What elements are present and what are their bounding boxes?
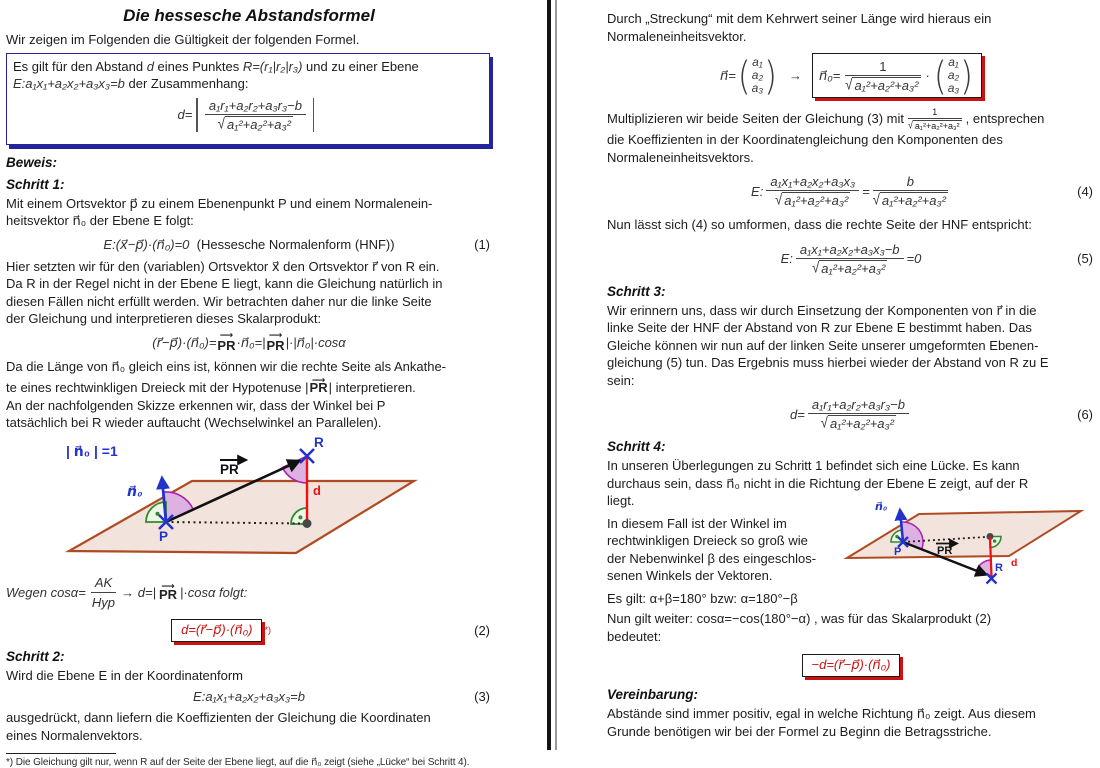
sqrt-sign: √ — [812, 258, 820, 276]
point-r-label: R — [995, 562, 1003, 574]
equals-sign: = — [862, 183, 870, 199]
plane-polygon — [847, 511, 1081, 558]
fraction-denominator — [205, 115, 306, 132]
paragraph-line: Normaleneinheitsvektors. — [607, 149, 754, 165]
boxed-formula-row — [818, 52, 975, 99]
fraction-numerator: a₁r₁+a₂r₂+a₃r₃−b — [205, 98, 306, 115]
radicand: a₁²+a₂²+a₃² — [854, 77, 919, 93]
fraction-denominator — [845, 76, 920, 93]
equation-lhs: E: — [751, 183, 764, 199]
paragraph-line: rechtwinkligen Dreieck so groß wie — [607, 533, 808, 548]
sqrt-sign: √ — [820, 413, 828, 432]
heading-schritt-1: Schritt 1: — [6, 176, 65, 192]
paragraph-line: Da die Länge von n⃗₀ gleich eins ist, können wir die rechte Seite als Ankathe- — [6, 358, 447, 374]
paragraph-line: In diesem Fall ist der Winkel im — [607, 515, 787, 531]
text-segment: te eines rechtwinkligen Dreieck mit der Hypotenuse | — [6, 380, 309, 395]
paragraph-line: Normaleneinheitsvektor. — [607, 28, 747, 44]
paragraph-line: An der nachfolgenden Skizze erkennen wir, dass der Winkel bei P — [6, 397, 386, 413]
heading-schritt-2: Schritt 2: — [6, 648, 65, 664]
vector-components — [751, 56, 764, 95]
fraction-numerator: b — [873, 174, 948, 191]
paragraph-line: Mit einem Ortsvektor p⃗ zu einem Ebenenpunkt P und einem Normalenein- — [6, 195, 433, 211]
text-segment: Multiplizieren wir beide Seiten der Gleichung (3) mit — [607, 111, 904, 127]
theorem-text: eines Punktes — [153, 58, 243, 74]
equation-3 — [6, 689, 492, 704]
vector-n: n⃗= — [719, 67, 736, 83]
equation-lhs: E: — [780, 251, 793, 266]
equation-6 — [607, 397, 1095, 431]
equation-lhs: d= — [790, 406, 805, 422]
equation-2 — [0, 619, 490, 642]
heading-beweis: Beweis: — [6, 154, 58, 170]
vector-n0-label: n⃗₀ — [127, 482, 143, 499]
vector-n0: n⃗₀= — [818, 67, 841, 83]
equation-number: (1) — [474, 237, 490, 252]
boxed-normal-unit-vector — [812, 53, 982, 98]
wegen-line — [6, 574, 492, 612]
heading-schritt-3: Schritt 3: — [607, 283, 666, 299]
paragraph-line: heitsvektor n⃗₀ der Ebene E folgt: — [6, 213, 194, 228]
boxed-result — [171, 619, 262, 642]
equation-rhs: =0 — [906, 251, 922, 266]
paragraph-line: senen Winkels der Vektoren. — [607, 568, 773, 583]
equation-number: (5) — [1077, 251, 1093, 266]
page-divider-line — [547, 0, 551, 750]
point-r-coords: R=(r₁|r₂|r₃) — [242, 58, 303, 74]
plane-polygon — [69, 481, 414, 553]
distance-label: d — [1011, 557, 1018, 569]
theorem-line-2 — [13, 75, 483, 93]
fraction-numerator: AK — [91, 574, 116, 594]
equation-1 — [6, 237, 492, 253]
fraction-numerator: 1 — [845, 59, 920, 76]
paragraph-line: Wir erinnern uns, dass wir durch Einsetzung der Komponenten von r⃗ in die — [607, 302, 1037, 318]
footnote-marker: *) — [264, 625, 271, 635]
text-segment: , entsprechen — [965, 111, 1045, 127]
paragraph-line: Grunde benötigen wir bei der Formel zu Beginn die Betragsstriche. — [607, 723, 992, 739]
column-vector — [737, 52, 777, 99]
paragraph-line: gleichung (5) tun. Das Ergebnis muss hierbei wieder der Abstand von R zu E — [607, 355, 1049, 370]
radicand: a₁²+a₂²+a₃² — [914, 121, 960, 131]
es-gilt-line: Es gilt: α+β=180° bzw: α=180°−β — [607, 590, 798, 606]
fraction-denominator — [808, 414, 909, 431]
vector-n0-label: n⃗₀ — [875, 501, 888, 513]
fraction-denominator — [796, 259, 904, 276]
fraction — [766, 174, 859, 208]
paragraph-line-with-fraction — [607, 107, 1095, 131]
paren-left: ( — [933, 52, 947, 99]
paragraph-line: durchaus sein, dass n⃗₀ nicht in die Richtung der Ebene E zeigt, auf der R — [607, 475, 1029, 491]
vector-pr-label: PR — [220, 461, 239, 477]
fraction — [873, 174, 948, 208]
fraction-denominator — [766, 191, 859, 208]
radicand: a₁²+a₂²+a₃² — [226, 116, 292, 132]
footnote-text: *) Die Gleichung gilt nur, wenn R auf der Seite der Ebene liegt, auf die n⃗₀ zeigt (siehe „Lücke“ bei Schritt 4). — [6, 757, 470, 768]
fraction-numerator: a₁x₁+a₂x₂+a₃x₃ — [766, 174, 859, 191]
right-angle-dot — [993, 539, 996, 542]
hnf-note: (Hessesche Normalenform (HNF)) — [189, 237, 395, 252]
paragraph-line: diesen Fällen nicht erfüllt werden. Wir betrachten daher nur die linke Seite — [6, 293, 432, 309]
theorem-line-1 — [13, 58, 483, 76]
vector-pr: ⟶ PR — [309, 379, 329, 397]
component-a3: a₃ — [947, 81, 960, 95]
sketch-plane-point-below — [839, 498, 1097, 610]
fraction-numerator: a₁x₁+a₂x₂+a₃x₃−b — [796, 242, 904, 259]
paragraph-line: eines Normalenvektors. — [6, 727, 143, 743]
equation-segment: Wegen cosα= — [6, 584, 86, 600]
right-page — [607, 4, 1095, 740]
footnote-separator — [6, 753, 116, 754]
column-vector — [933, 52, 974, 99]
radicand: a₁²+a₂²+a₃² — [821, 260, 886, 276]
fraction-numerator: a₁r₁+a₂r₂+a₃r₃−b — [808, 397, 909, 414]
theorem-text: Es gilt für den Abstand — [13, 58, 147, 74]
component-a2: a₂ — [751, 68, 764, 82]
theorem-box — [6, 53, 490, 145]
normalization-fraction — [845, 59, 920, 93]
paren-left: ( — [737, 52, 751, 99]
sqrt-sign: √ — [217, 114, 225, 132]
paren-right: ) — [764, 52, 777, 99]
theorem-text: der Zusammenhang: — [124, 76, 249, 91]
vector-pr: ⟶ PR — [266, 338, 286, 353]
distance-scalar-formula: d=(r⃗−p⃗)·(n⃗₀) — [181, 621, 253, 637]
equation-segment: ·n⃗₀=| — [236, 335, 266, 350]
paragraph-line: Durch „Streckung“ mit dem Kehrwert seiner Länge wird hieraus ein — [607, 11, 992, 26]
paragraph-line: In unseren Überlegungen zu Schritt 1 befindet sich eine Lücke. Es kann — [607, 458, 1020, 473]
boxed-result — [802, 654, 901, 677]
fraction-numerator: 1 — [908, 107, 962, 119]
vector-pr: ⟶ PR — [216, 338, 236, 353]
abs-bar — [196, 98, 198, 132]
vector-components — [947, 56, 960, 95]
paragraph-line: Abstände sind immer positiv, egal in welche Richtung n⃗₀ zeigt. Aus diesem — [607, 706, 1036, 721]
implies-arrow: → — [788, 68, 802, 83]
paren-right: ) — [960, 52, 974, 99]
formula-fraction — [205, 98, 306, 132]
point-r-label: R — [314, 434, 324, 450]
paragraph-line — [6, 375, 492, 397]
sqrt-sign: √ — [907, 119, 913, 131]
heading-schritt-4: Schritt 4: — [607, 439, 666, 454]
paragraph-line: Nun lässt sich (4) so umformen, dass die rechte Seite der HNF entspricht: — [607, 217, 1032, 232]
fraction — [796, 242, 904, 276]
component-a2: a₂ — [947, 68, 960, 82]
paragraph-line: der Gleichung und interpretieren dieses Skalarprodukt: — [6, 311, 322, 326]
plane-equation: E:a₁x₁+a₂x₂+a₃x₃=b — [13, 76, 125, 91]
formula-lhs: d= — [177, 107, 193, 122]
sqrt-sign: √ — [775, 190, 783, 209]
left-page — [6, 2, 492, 768]
sqrt-sign: √ — [845, 75, 853, 93]
point-p-label: P — [159, 528, 169, 544]
component-a1: a₁ — [948, 55, 959, 69]
fraction — [808, 397, 909, 431]
vector-pr: ⟶ PR — [158, 586, 178, 604]
ak-hyp-fraction — [91, 574, 116, 612]
inline-fraction — [908, 107, 962, 131]
multiplication-dot: · — [925, 68, 930, 83]
equation-4 — [607, 174, 1095, 208]
radicand: a₁²+a₂²+a₃² — [881, 193, 946, 208]
equation-number: (3) — [474, 689, 490, 704]
abs-bar — [313, 98, 315, 132]
paragraph-line: Da R in der Regel nicht in der Ebene E liegt, kann die Gleichung natürlich in — [6, 276, 443, 291]
paragraph-line: sein: — [607, 372, 635, 388]
paragraph-line: linke Seite der HNF der Abstand von R zur Ebene E bestimmt haben. Das — [607, 320, 1032, 335]
fraction-denominator — [873, 191, 948, 208]
paragraph-line: Wird die Ebene E in der Koordinatenform — [6, 667, 244, 683]
paragraph-line: ausgedrückt, dann liefern die Koeffizienten der Gleichung die Koordinaten — [6, 710, 431, 725]
normal-unit-vector-row — [607, 53, 1095, 98]
equation-segment: |·|n⃗₀|·cosα — [285, 335, 346, 350]
right-angle-dot — [298, 515, 302, 519]
negative-distance-formula: −d=(r⃗−p⃗)·(n⃗₀) — [811, 657, 891, 672]
paragraph-line: bedeutet: — [607, 628, 662, 644]
component-a1: a₁ — [752, 55, 763, 69]
foot-point — [303, 519, 312, 528]
radicand: a₁²+a₂²+a₃² — [784, 193, 849, 208]
heading-vereinbarung: Vereinbarung: — [607, 687, 699, 702]
scalar-product-equation — [6, 334, 492, 353]
distance-formula — [13, 98, 483, 132]
paragraph-line: Nun gilt weiter: cosα=−cos(180°−α) , was für das Skalarprodukt (2) — [607, 611, 992, 626]
paragraph-line: liegt. — [607, 493, 635, 508]
equation-number: (2) — [474, 622, 490, 638]
vector-pr-label: PR — [937, 545, 953, 557]
fraction-denominator — [908, 119, 962, 131]
equation-segment: (r⃗−p⃗)·(n⃗₀)= — [152, 335, 217, 350]
paragraph-line: Gleiche können wir nun auf der linken Seite unserer umgeformten Ebenen- — [607, 337, 1039, 353]
hnf-equation: E:(x⃗−p⃗)·(n⃗₀)=0 — [103, 236, 190, 252]
coordinate-form-equation: E:a₁x₁+a₂x₂+a₃x₃=b — [193, 689, 305, 704]
intro-text: Wir zeigen im Folgenden die Gültigkeit der folgenden Formel. — [6, 32, 360, 47]
radicand: a₁²+a₂²+a₃² — [829, 416, 895, 431]
distance-label: d — [313, 482, 321, 498]
sqrt-sign: √ — [872, 190, 880, 209]
negative-distance-box-row — [607, 654, 1095, 677]
var-d: d — [146, 58, 154, 74]
component-a3: a₃ — [751, 81, 764, 95]
point-p-label: P — [894, 546, 902, 558]
sketch-plane-point-below-wrap — [839, 498, 1097, 615]
theorem-text: und zu einer Ebene — [302, 58, 419, 74]
equation-segment: → d=| — [121, 584, 156, 600]
equation-number: (4) — [1077, 183, 1093, 199]
distance-segment — [990, 537, 992, 577]
paragraph-line: tatsächlich bei R wieder auftaucht (Wechselwinkel an Parallelen). — [6, 415, 382, 430]
paragraph-line: der Nebenwinkel β des eingeschlos- — [607, 550, 817, 566]
paragraph-line: die Koeffizienten in der Koordinatengleichung den Komponenten des — [607, 132, 1003, 147]
page-divider-shadow — [555, 0, 557, 750]
equation-5 — [607, 242, 1095, 276]
paragraph-line: Hier setzten wir für den (variablen) Ortsvektor x⃗ den Ortsvektor r⃗ von R ein. — [6, 258, 440, 274]
equation-number: (6) — [1077, 406, 1093, 422]
page-title: Die hessesche Abstandsformel — [123, 6, 375, 25]
equation-segment: |·cosα folgt: — [180, 584, 248, 600]
fraction-denominator: Hyp — [91, 595, 116, 610]
n0-length-label: | n⃗₀ | =1 — [66, 442, 118, 459]
text-segment: | interpretieren. — [328, 380, 416, 395]
sketch-plane-point-above — [24, 432, 494, 572]
